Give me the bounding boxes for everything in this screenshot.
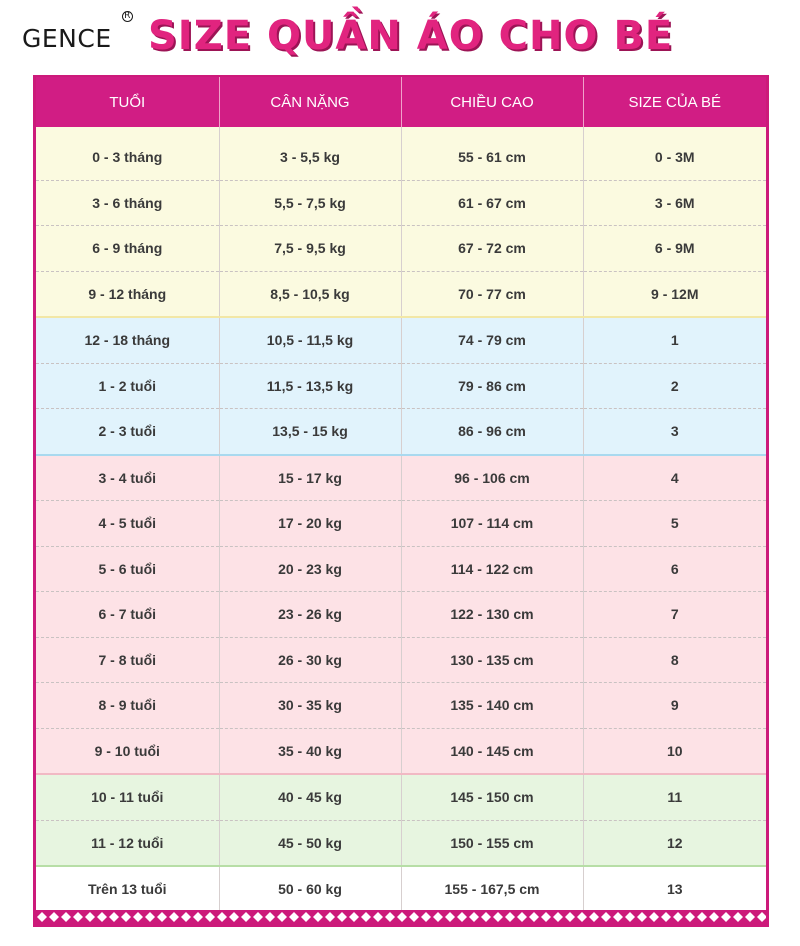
cell-weight: 40 - 45 kg xyxy=(219,774,401,820)
cell-weight: 35 - 40 kg xyxy=(219,728,401,774)
header-size: SIZE CỦA BÉ xyxy=(583,77,766,127)
cell-weight: 8,5 - 10,5 kg xyxy=(219,271,401,317)
diamond-icon xyxy=(673,912,683,922)
table-row xyxy=(36,226,766,272)
cell-age: 2 - 3 tuổi xyxy=(36,409,219,455)
table-row xyxy=(36,546,766,592)
spacer-cell xyxy=(219,127,401,135)
diamond-icon xyxy=(373,912,383,922)
cell-weight: 17 - 20 kg xyxy=(219,501,401,547)
spacer-row xyxy=(36,127,766,135)
diamond-icon xyxy=(349,912,359,922)
diamond-icon xyxy=(625,912,635,922)
table-row xyxy=(36,501,766,547)
cell-age: 8 - 9 tuổi xyxy=(36,683,219,729)
cell-weight: 11,5 - 13,5 kg xyxy=(219,363,401,409)
cell-height: 150 - 155 cm xyxy=(401,820,583,866)
diamond-icon xyxy=(145,912,155,922)
table-row xyxy=(36,637,766,683)
diamond-icon xyxy=(181,912,191,922)
diamond-icon xyxy=(85,912,95,922)
cell-age: 1 - 2 tuổi xyxy=(36,363,219,409)
diamond-icon xyxy=(193,912,203,922)
diamond-icon xyxy=(61,912,71,922)
page-title: SIZE QUẦN ÁO CHO BÉ xyxy=(148,13,674,59)
table-row xyxy=(36,135,766,180)
cell-height: 155 - 167,5 cm xyxy=(401,866,583,912)
diamond-icon xyxy=(697,912,707,922)
cell-weight: 50 - 60 kg xyxy=(219,866,401,912)
cell-height: 96 - 106 cm xyxy=(401,455,583,501)
cell-height: 67 - 72 cm xyxy=(401,226,583,272)
cell-weight: 26 - 30 kg xyxy=(219,637,401,683)
diamond-icon xyxy=(601,912,611,922)
cell-size: 3 - 6M xyxy=(583,180,766,226)
diamond-icon xyxy=(541,912,551,922)
diamond-icon xyxy=(397,912,407,922)
cell-size: 0 - 3M xyxy=(583,135,766,180)
diamond-icon xyxy=(361,912,371,922)
header-age: TUỔI xyxy=(36,77,219,127)
spacer-cell xyxy=(36,127,219,135)
table-row xyxy=(36,455,766,501)
registered-mark-icon: R xyxy=(122,11,133,22)
diamond-icon xyxy=(37,912,47,922)
diamond-icon xyxy=(253,912,263,922)
diamond-pattern-icon xyxy=(36,910,766,924)
cell-size: 4 xyxy=(583,455,766,501)
cell-height: 74 - 79 cm xyxy=(401,317,583,363)
diamond-icon xyxy=(337,912,347,922)
cell-size: 7 xyxy=(583,592,766,638)
diamond-icon xyxy=(481,912,491,922)
cell-age: 12 - 18 tháng xyxy=(36,317,219,363)
diamond-icon xyxy=(553,912,563,922)
diamond-icon xyxy=(721,912,731,922)
diamond-icon xyxy=(469,912,479,922)
cell-size: 6 xyxy=(583,546,766,592)
diamond-icon xyxy=(229,912,239,922)
cell-height: 107 - 114 cm xyxy=(401,501,583,547)
cell-weight: 23 - 26 kg xyxy=(219,592,401,638)
cell-size: 6 - 9M xyxy=(583,226,766,272)
diamond-icon xyxy=(613,912,623,922)
diamond-icon xyxy=(289,912,299,922)
diamond-icon xyxy=(529,912,539,922)
diamond-icon xyxy=(217,912,227,922)
table-row xyxy=(36,271,766,317)
cell-age: 9 - 12 tháng xyxy=(36,271,219,317)
cell-age: 11 - 12 tuổi xyxy=(36,820,219,866)
cell-weight: 10,5 - 11,5 kg xyxy=(219,317,401,363)
size-table xyxy=(36,77,766,912)
diamond-icon xyxy=(313,912,323,922)
cell-weight: 20 - 23 kg xyxy=(219,546,401,592)
table-row xyxy=(36,820,766,866)
diamond-icon xyxy=(661,912,671,922)
cell-weight: 5,5 - 7,5 kg xyxy=(219,180,401,226)
diamond-icon xyxy=(109,912,119,922)
diamond-icon xyxy=(157,912,167,922)
cell-size: 1 xyxy=(583,317,766,363)
table-row xyxy=(36,409,766,455)
table-header-row xyxy=(36,77,766,127)
diamond-icon xyxy=(301,912,311,922)
cell-size: 10 xyxy=(583,728,766,774)
diamond-icon xyxy=(325,912,335,922)
table-row xyxy=(36,866,766,912)
cell-age: Trên 13 tuổi xyxy=(36,866,219,912)
cell-height: 79 - 86 cm xyxy=(401,363,583,409)
table-row xyxy=(36,683,766,729)
diamond-icon xyxy=(457,912,467,922)
cell-height: 86 - 96 cm xyxy=(401,409,583,455)
table-row xyxy=(36,774,766,820)
cell-weight: 45 - 50 kg xyxy=(219,820,401,866)
cell-height: 55 - 61 cm xyxy=(401,135,583,180)
diamond-icon xyxy=(241,912,251,922)
diamond-icon xyxy=(121,912,131,922)
cell-size: 2 xyxy=(583,363,766,409)
diamond-icon xyxy=(745,912,755,922)
cell-weight: 15 - 17 kg xyxy=(219,455,401,501)
table-row xyxy=(36,728,766,774)
spacer-cell xyxy=(583,127,766,135)
cell-size: 9 - 12M xyxy=(583,271,766,317)
cell-age: 3 - 4 tuổi xyxy=(36,455,219,501)
cell-height: 130 - 135 cm xyxy=(401,637,583,683)
size-table-container xyxy=(36,77,766,909)
cell-weight: 7,5 - 9,5 kg xyxy=(219,226,401,272)
diamond-icon xyxy=(685,912,695,922)
cell-height: 135 - 140 cm xyxy=(401,683,583,729)
cell-size: 11 xyxy=(583,774,766,820)
cell-height: 140 - 145 cm xyxy=(401,728,583,774)
diamond-icon xyxy=(493,912,503,922)
header-weight: CÂN NẶNG xyxy=(219,77,401,127)
cell-weight: 3 - 5,5 kg xyxy=(219,135,401,180)
diamond-icon xyxy=(445,912,455,922)
table-body xyxy=(36,127,766,912)
cell-height: 114 - 122 cm xyxy=(401,546,583,592)
diamond-icon xyxy=(385,912,395,922)
table-row xyxy=(36,317,766,363)
diamond-icon xyxy=(265,912,275,922)
diamond-icon xyxy=(637,912,647,922)
cell-age: 5 - 6 tuổi xyxy=(36,546,219,592)
diamond-icon xyxy=(709,912,719,922)
cell-size: 13 xyxy=(583,866,766,912)
brand-logo xyxy=(22,11,131,56)
table-row xyxy=(36,180,766,226)
diamond-icon xyxy=(757,912,766,922)
diamond-icon xyxy=(649,912,659,922)
cell-age: 6 - 7 tuổi xyxy=(36,592,219,638)
diamond-icon xyxy=(97,912,107,922)
diamond-icon xyxy=(133,912,143,922)
cell-size: 8 xyxy=(583,637,766,683)
diamond-icon xyxy=(565,912,575,922)
cell-size: 12 xyxy=(583,820,766,866)
cell-size: 5 xyxy=(583,501,766,547)
cell-age: 6 - 9 tháng xyxy=(36,226,219,272)
diamond-icon xyxy=(409,912,419,922)
cell-size: 3 xyxy=(583,409,766,455)
cell-height: 61 - 67 cm xyxy=(401,180,583,226)
diamond-icon xyxy=(577,912,587,922)
diamond-icon xyxy=(733,912,743,922)
decorative-diamond-border xyxy=(36,910,766,924)
cell-weight: 13,5 - 15 kg xyxy=(219,409,401,455)
diamond-icon xyxy=(73,912,83,922)
cell-age: 4 - 5 tuổi xyxy=(36,501,219,547)
cell-age: 10 - 11 tuổi xyxy=(36,774,219,820)
diamond-icon xyxy=(205,912,215,922)
cell-age: 7 - 8 tuổi xyxy=(36,637,219,683)
diamond-icon xyxy=(433,912,443,922)
cell-height: 70 - 77 cm xyxy=(401,271,583,317)
cell-size: 9 xyxy=(583,683,766,729)
diamond-icon xyxy=(589,912,599,922)
cell-age: 0 - 3 tháng xyxy=(36,135,219,180)
cell-age: 3 - 6 tháng xyxy=(36,180,219,226)
cell-age: 9 - 10 tuổi xyxy=(36,728,219,774)
diamond-icon xyxy=(421,912,431,922)
table-row xyxy=(36,592,766,638)
cell-height: 122 - 130 cm xyxy=(401,592,583,638)
diamond-icon xyxy=(277,912,287,922)
brand-name: GENCE xyxy=(22,24,112,53)
diamond-icon xyxy=(49,912,59,922)
diamond-icon xyxy=(517,912,527,922)
header-height: CHIỀU CAO xyxy=(401,77,583,127)
cell-weight: 30 - 35 kg xyxy=(219,683,401,729)
spacer-cell xyxy=(401,127,583,135)
table-row xyxy=(36,363,766,409)
diamond-icon xyxy=(169,912,179,922)
cell-height: 145 - 150 cm xyxy=(401,774,583,820)
diamond-icon xyxy=(505,912,515,922)
